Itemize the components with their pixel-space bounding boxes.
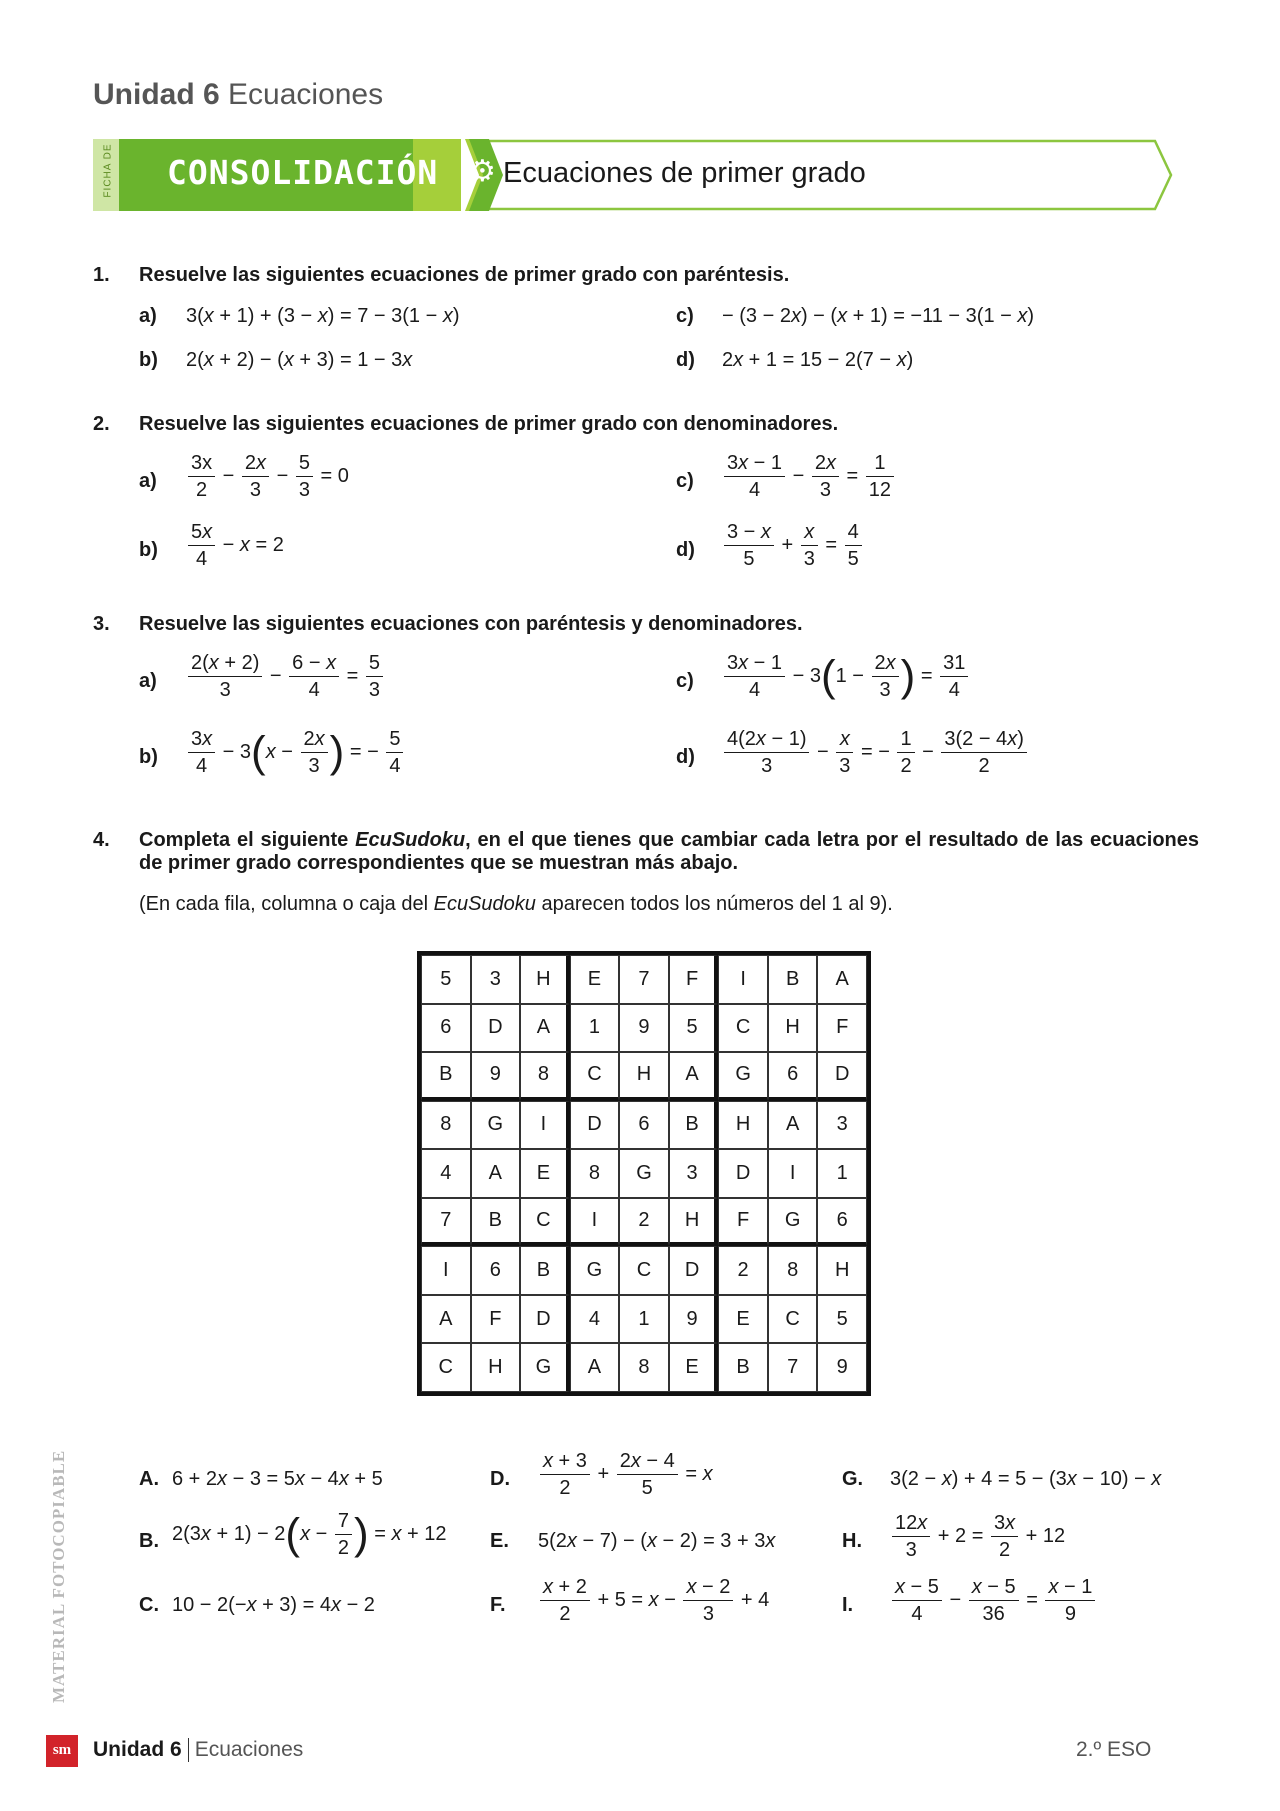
q1-number: 1. — [93, 264, 110, 286]
sudoku-cell: H — [768, 1004, 818, 1053]
q4-note: (En cada fila, columna o caja del EcuSudoku aparecen todos los números del 1 al 9). — [139, 893, 893, 915]
sudoku-cell: 1 — [817, 1149, 867, 1198]
sudoku-cell: I — [421, 1246, 471, 1295]
sudoku-cell: F — [817, 1004, 867, 1053]
material-fotocopiable-mark: MATERIAL FOTOCOPIABLE — [49, 1449, 68, 1703]
footer-unit: Unidad 6 Ecuaciones — [93, 1738, 304, 1761]
q1-d-equation: 2x + 1 = 15 − 2(7 − x) — [722, 349, 914, 371]
sudoku-cell: F — [669, 955, 719, 1004]
q2-c-equation: $\frac{3x - 1}{4}$ − $\frac{2x}{3}$ = $\frac{1}{12}$ — [722, 451, 896, 502]
q2-d-equation: $\frac{3 - x}{5}$ + $\frac{x}{3}$ = $\frac{4}{5}$ — [722, 520, 864, 571]
sudoku-cell: H — [471, 1343, 521, 1392]
sudoku-cell: H — [669, 1198, 719, 1247]
eq-H: $\frac{12x}{3}$ + 2 = $\frac{3x}{2}$ + 12 — [890, 1511, 1065, 1562]
sudoku-cell: 2 — [619, 1198, 669, 1247]
q1-c-label: c) — [676, 305, 694, 327]
q3-b-equation: $\frac{3x}{4}$ − 3(x − $\frac{2x}{3}$ ) = − $\frac{5}{4}$ — [186, 727, 405, 778]
sudoku-cell: G — [471, 1101, 521, 1150]
sudoku-cell: 6 — [619, 1101, 669, 1150]
sudoku-cell: B — [520, 1246, 570, 1295]
q4-text: Completa el siguiente EcuSudoku, en el que tienes que cambiar cada letra por el resultado de las ecuaciones de primer grado correspondientes que se muestran más abajo. — [139, 829, 1200, 874]
sudoku-cell: 8 — [619, 1343, 669, 1392]
q1-c-equation: − (3 − 2x) − (x + 1) = −11 − 3(1 − x) — [722, 305, 1035, 327]
ecusudoku-grid — [417, 951, 871, 1396]
eq-H-label: H. — [842, 1530, 862, 1552]
eq-D-label: D. — [490, 1468, 510, 1490]
sudoku-cell: D — [669, 1246, 719, 1295]
footer-course: 2.º ESO — [1076, 1738, 1152, 1761]
sudoku-cell: C — [570, 1052, 620, 1101]
eq-C-label: C. — [139, 1594, 159, 1616]
sudoku-cell: G — [520, 1343, 570, 1392]
sudoku-cell: 6 — [471, 1246, 521, 1295]
sudoku-cell: H — [817, 1246, 867, 1295]
sudoku-cell: 3 — [817, 1101, 867, 1150]
sudoku-cell: 4 — [421, 1149, 471, 1198]
sudoku-cell: H — [718, 1101, 768, 1150]
q1-b-label: b) — [139, 349, 158, 371]
sudoku-cell: 3 — [471, 955, 521, 1004]
sudoku-cell: C — [520, 1198, 570, 1247]
sudoku-cell: 9 — [817, 1343, 867, 1392]
header-banner — [93, 139, 1173, 211]
sudoku-cell: I — [768, 1149, 818, 1198]
sudoku-cell: B — [421, 1052, 471, 1101]
sudoku-cell: B — [471, 1198, 521, 1247]
q2-a-label: a) — [139, 470, 157, 492]
sudoku-cell: 1 — [619, 1295, 669, 1344]
sudoku-cell: I — [718, 955, 768, 1004]
sudoku-cell: 3 — [669, 1149, 719, 1198]
sudoku-cell: 8 — [421, 1101, 471, 1150]
sudoku-cell: D — [471, 1004, 521, 1053]
sudoku-cell: G — [619, 1149, 669, 1198]
sudoku-cell: G — [570, 1246, 620, 1295]
eq-B: 2(3x + 1) − 2(x − $\frac{7}{2}$ ) = x + 12 — [172, 1509, 447, 1559]
q2-c-label: c) — [676, 470, 694, 492]
sudoku-cell: 7 — [768, 1343, 818, 1392]
sudoku-cell: 8 — [520, 1052, 570, 1101]
q2-d-label: d) — [676, 539, 695, 561]
sudoku-cell: C — [718, 1004, 768, 1053]
q1-a-equation: 3(x + 1) + (3 − x) = 7 − 3(1 − x) — [186, 305, 460, 327]
q3-b-label: b) — [139, 746, 158, 768]
page-subtitle: Ecuaciones de primer grado — [503, 157, 866, 189]
q3-c-equation: $\frac{3x - 1}{4}$ − 3(1 − $\frac{2x}{3}$ ) = $\frac{31}{4}$ — [722, 651, 970, 702]
sudoku-cell: E — [520, 1149, 570, 1198]
q1-a-label: a) — [139, 305, 157, 327]
sudoku-cell: E — [669, 1343, 719, 1392]
sudoku-cell: H — [619, 1052, 669, 1101]
sudoku-cell: 5 — [817, 1295, 867, 1344]
q2-a-equation: $\frac{3x}{2}$ − $\frac{2x}{3}$ − $\frac{5}{3}$ = 0 — [186, 451, 349, 502]
eq-A-label: A. — [139, 1468, 159, 1490]
sudoku-cell: C — [421, 1343, 471, 1392]
q3-text: Resuelve las siguientes ecuaciones con paréntesis y denominadores. — [139, 613, 803, 635]
eq-A: 6 + 2x − 3 = 5x − 4x + 5 — [172, 1468, 383, 1490]
q2-b-label: b) — [139, 539, 158, 561]
sudoku-cell: G — [718, 1052, 768, 1101]
sudoku-cell: A — [817, 955, 867, 1004]
q1-b-equation: 2(x + 2) − (x + 3) = 1 − 3x — [186, 349, 413, 371]
eq-C: 10 − 2(−x + 3) = 4x − 2 — [172, 1594, 375, 1616]
eq-E-label: E. — [490, 1530, 509, 1552]
eq-G-label: G. — [842, 1468, 864, 1490]
gear-icon: ⚙ — [469, 155, 496, 188]
eq-F: $\frac{x + 2}{2}$ + 5 = x − $\frac{x - 2}{3}$ + 4 — [538, 1575, 769, 1626]
sudoku-cell: D — [520, 1295, 570, 1344]
sudoku-cell: A — [520, 1004, 570, 1053]
sudoku-cell: C — [619, 1246, 669, 1295]
eq-D: $\frac{x + 3}{2}$ + $\frac{2x - 4}{5}$ = x — [538, 1449, 713, 1500]
sudoku-cell: 5 — [669, 1004, 719, 1053]
sudoku-cell: I — [570, 1198, 620, 1247]
sudoku-cell: B — [768, 955, 818, 1004]
sudoku-cell: 8 — [570, 1149, 620, 1198]
q3-a-equation: $\frac{2(x + 2)}{3}$ − $\frac{6 - x}{4}$ = $\frac{5}{3}$ — [186, 651, 385, 702]
eq-B-label: B. — [139, 1530, 159, 1552]
eq-E: 5(2x − 7) − (x − 2) = 3 + 3x — [538, 1530, 776, 1552]
sudoku-cell: H — [520, 955, 570, 1004]
sudoku-cell: E — [570, 955, 620, 1004]
sudoku-cell: B — [718, 1343, 768, 1392]
sudoku-cell: A — [471, 1149, 521, 1198]
sudoku-cell: 5 — [421, 955, 471, 1004]
sudoku-cell: 9 — [619, 1004, 669, 1053]
sudoku-cell: D — [570, 1101, 620, 1150]
q4-number: 4. — [93, 829, 110, 851]
eq-G: 3(2 − x) + 4 = 5 − (3x − 10) − x — [890, 1468, 1162, 1490]
sudoku-cell: 2 — [718, 1246, 768, 1295]
sudoku-cell: 8 — [768, 1246, 818, 1295]
sudoku-cell: 1 — [570, 1004, 620, 1053]
q3-number: 3. — [93, 613, 110, 635]
eq-I-label: I. — [842, 1594, 854, 1616]
sudoku-cell: A — [570, 1343, 620, 1392]
sudoku-cell: F — [471, 1295, 521, 1344]
sudoku-cell: 6 — [817, 1198, 867, 1247]
q3-d-equation: $\frac{4(2x - 1)}{3}$ − $\frac{x}{3}$ = − $\frac{1}{2}$ − $\frac{3(2 - 4x)}{2}$ — [722, 727, 1029, 778]
sudoku-cell: I — [520, 1101, 570, 1150]
q3-d-label: d) — [676, 746, 695, 768]
sudoku-cell: 7 — [421, 1198, 471, 1247]
q1-text: Resuelve las siguientes ecuaciones de primer grado con paréntesis. — [139, 264, 790, 286]
eq-I: $\frac{x - 5}{4}$ − $\frac{x - 5}{36}$ = $\frac{x - 1}{9}$ — [890, 1575, 1097, 1626]
sudoku-cell: D — [817, 1052, 867, 1101]
sm-logo: sm — [46, 1735, 78, 1767]
sudoku-cell: C — [768, 1295, 818, 1344]
q1-d-label: d) — [676, 349, 695, 371]
unit-title: Unidad 6 Ecuaciones — [93, 78, 384, 111]
sudoku-cell: D — [718, 1149, 768, 1198]
eq-F-label: F. — [490, 1594, 506, 1616]
q2-b-equation: $\frac{5x}{4}$ − x = 2 — [186, 520, 284, 571]
sudoku-cell: A — [768, 1101, 818, 1150]
sudoku-cell: G — [768, 1198, 818, 1247]
sudoku-cell: E — [718, 1295, 768, 1344]
sudoku-cell: A — [669, 1052, 719, 1101]
consolidacion-label: CONSOLIDACIÓN ⚙ — [167, 153, 496, 192]
q3-a-label: a) — [139, 670, 157, 692]
sudoku-cell: A — [421, 1295, 471, 1344]
sudoku-cell: B — [669, 1101, 719, 1150]
sudoku-cell: 4 — [570, 1295, 620, 1344]
sudoku-cell: 9 — [471, 1052, 521, 1101]
sudoku-cell: 7 — [619, 955, 669, 1004]
q2-text: Resuelve las siguientes ecuaciones de primer grado con denominadores. — [139, 413, 839, 435]
sudoku-cell: 6 — [421, 1004, 471, 1053]
q2-number: 2. — [93, 413, 110, 435]
sudoku-cell: 9 — [669, 1295, 719, 1344]
sudoku-cell: F — [718, 1198, 768, 1247]
sudoku-cell: 6 — [768, 1052, 818, 1101]
q3-c-label: c) — [676, 670, 694, 692]
ficha-tab: FICHA DE — [102, 143, 114, 198]
